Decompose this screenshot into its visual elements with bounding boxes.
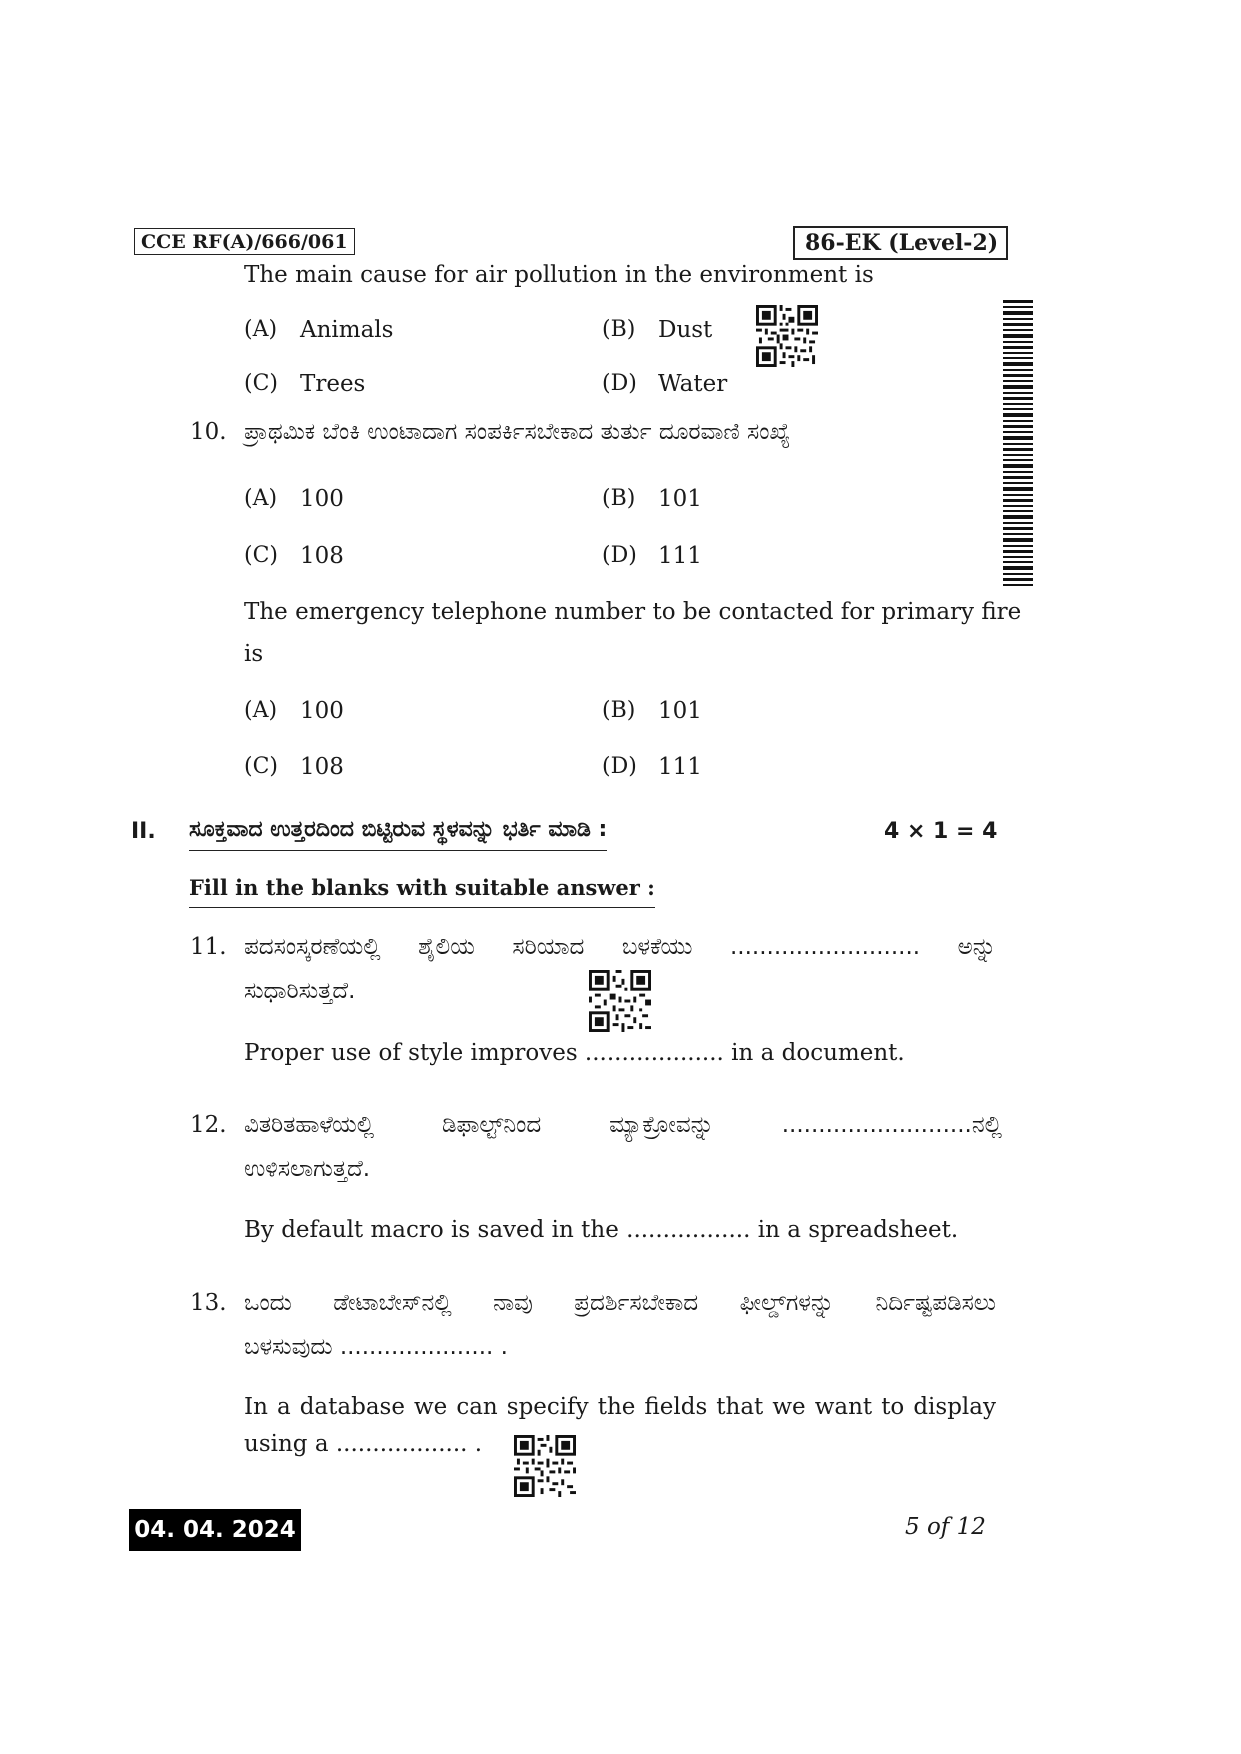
q10-en-option-c-label: (C) — [244, 754, 278, 779]
q9-option-d-label: (D) — [602, 371, 637, 396]
q11-kn-line1: ಪದಸಂಸ್ಕರಣೆಯಲ್ಲಿ ಶೈಲಿಯ ಸರಿಯಾದ ಬಳಕೆಯು .......................... ಅನ್ನು — [244, 934, 996, 960]
barcode-icon — [1003, 300, 1033, 590]
qr-code-icon — [514, 1435, 576, 1497]
q11-kn-line2: ಸುಧಾರಿಸುತ್ತದೆ. — [244, 978, 356, 1004]
q10-kn-option-c-text: 108 — [300, 543, 344, 569]
q11-en: Proper use of style improves ................... in a document. — [244, 1040, 905, 1066]
q10-en-option-b-text: 101 — [658, 698, 702, 724]
q10-number: 10. — [190, 419, 227, 445]
q13-number: 13. — [190, 1290, 227, 1316]
q10-kn-option-a-label: (A) — [244, 486, 278, 511]
q10-kn-option-a-text: 100 — [300, 486, 344, 512]
q10-en-option-d-text: 111 — [658, 754, 702, 780]
q10-kn-option-c-label: (C) — [244, 543, 278, 568]
q10-kn-option-b-text: 101 — [658, 486, 702, 512]
q9-question-en: The main cause for air pollution in the environment is — [244, 262, 874, 288]
q10-kn-option-d-label: (D) — [602, 543, 637, 568]
section-title-en: Fill in the blanks with suitable answer : — [189, 875, 655, 908]
q9-option-b-label: (B) — [602, 317, 636, 342]
section-title-kn: ಸೂಕ್ತವಾದ ಉತ್ತರದಿಂದ ಬಿಟ್ಟಿರುವ ಸ್ಥಳವನ್ನು ಭರ್ತಿ ಮಾಡಿ : — [189, 816, 607, 851]
q13-kn-line2: ಬಳಸುವುದು ..................... . — [244, 1334, 508, 1360]
q13-en-line2: using a .................. . — [244, 1431, 483, 1457]
q12-kn-line2: ಉಳಿಸಲಾಗುತ್ತದೆ. — [244, 1156, 371, 1182]
q10-question-kn: ಪ್ರಾಥಮಿಕ ಬೆಂಕಿ ಉಂಟಾದಾಗ ಸಂಪರ್ಕಿಸಬೇಕಾದ ತುರ್ತು ದೂರವಾಣಿ ಸಂಖ್ಯೆ — [244, 419, 791, 445]
q10-question-en-line2: is — [244, 641, 264, 667]
q13-en-line1: In a database we can specify the fields that we want to display — [244, 1394, 996, 1420]
q9-option-d-text: Water — [658, 371, 728, 397]
section-numeral: II. — [131, 819, 156, 844]
q10-kn-option-b-label: (B) — [602, 486, 636, 511]
q12-en: By default macro is saved in the ................. in a spreadsheet. — [244, 1217, 959, 1243]
q10-question-en-line1: The emergency telephone number to be contacted for primary fire — [244, 599, 1022, 625]
q13-kn-line1: ಒಂದು ಡೇಟಾಬೇಸ್‌ನಲ್ಲಿ ನಾವು ಪ್ರದರ್ಶಿಸಬೇಕಾದ ಫೀಲ್ಡ್‌ಗಳನ್ನು ನಿರ್ದಿಷ್ಟಪಡಿಸಲು — [244, 1290, 996, 1316]
q10-kn-option-d-text: 111 — [658, 543, 702, 569]
q9-option-c-label: (C) — [244, 371, 278, 396]
exam-date: 04. 04. 2024 — [129, 1509, 301, 1551]
q10-en-option-a-label: (A) — [244, 698, 278, 723]
qr-code-icon — [589, 970, 651, 1032]
q9-option-a-label: (A) — [244, 317, 278, 342]
q9-option-b-text: Dust — [658, 317, 713, 343]
paper-code: CCE RF(A)/666/061 — [134, 228, 355, 255]
subject-code: 86-EK (Level-2) — [793, 226, 1008, 260]
q10-en-option-c-text: 108 — [300, 754, 344, 780]
q10-en-option-b-label: (B) — [602, 698, 636, 723]
page-number: 5 of 12 — [905, 1514, 986, 1540]
qr-code-icon — [756, 305, 818, 367]
q12-kn-line1: ವಿತರಿತಹಾಳೆಯಲ್ಲಿ ಡಿಫಾಲ್ಟ್‌ನಿಂದ ಮ್ಯಾಕ್ರೋವನ್ನು ..........................ನಲ್ಲಿ — [244, 1112, 1002, 1138]
q10-en-option-d-label: (D) — [602, 754, 637, 779]
q12-number: 12. — [190, 1112, 227, 1138]
q11-number: 11. — [190, 934, 227, 960]
q10-en-option-a-text: 100 — [300, 698, 344, 724]
section-marks: 4 × 1 = 4 — [884, 819, 998, 844]
q9-option-a-text: Animals — [300, 317, 394, 343]
q9-option-c-text: Trees — [300, 371, 366, 397]
